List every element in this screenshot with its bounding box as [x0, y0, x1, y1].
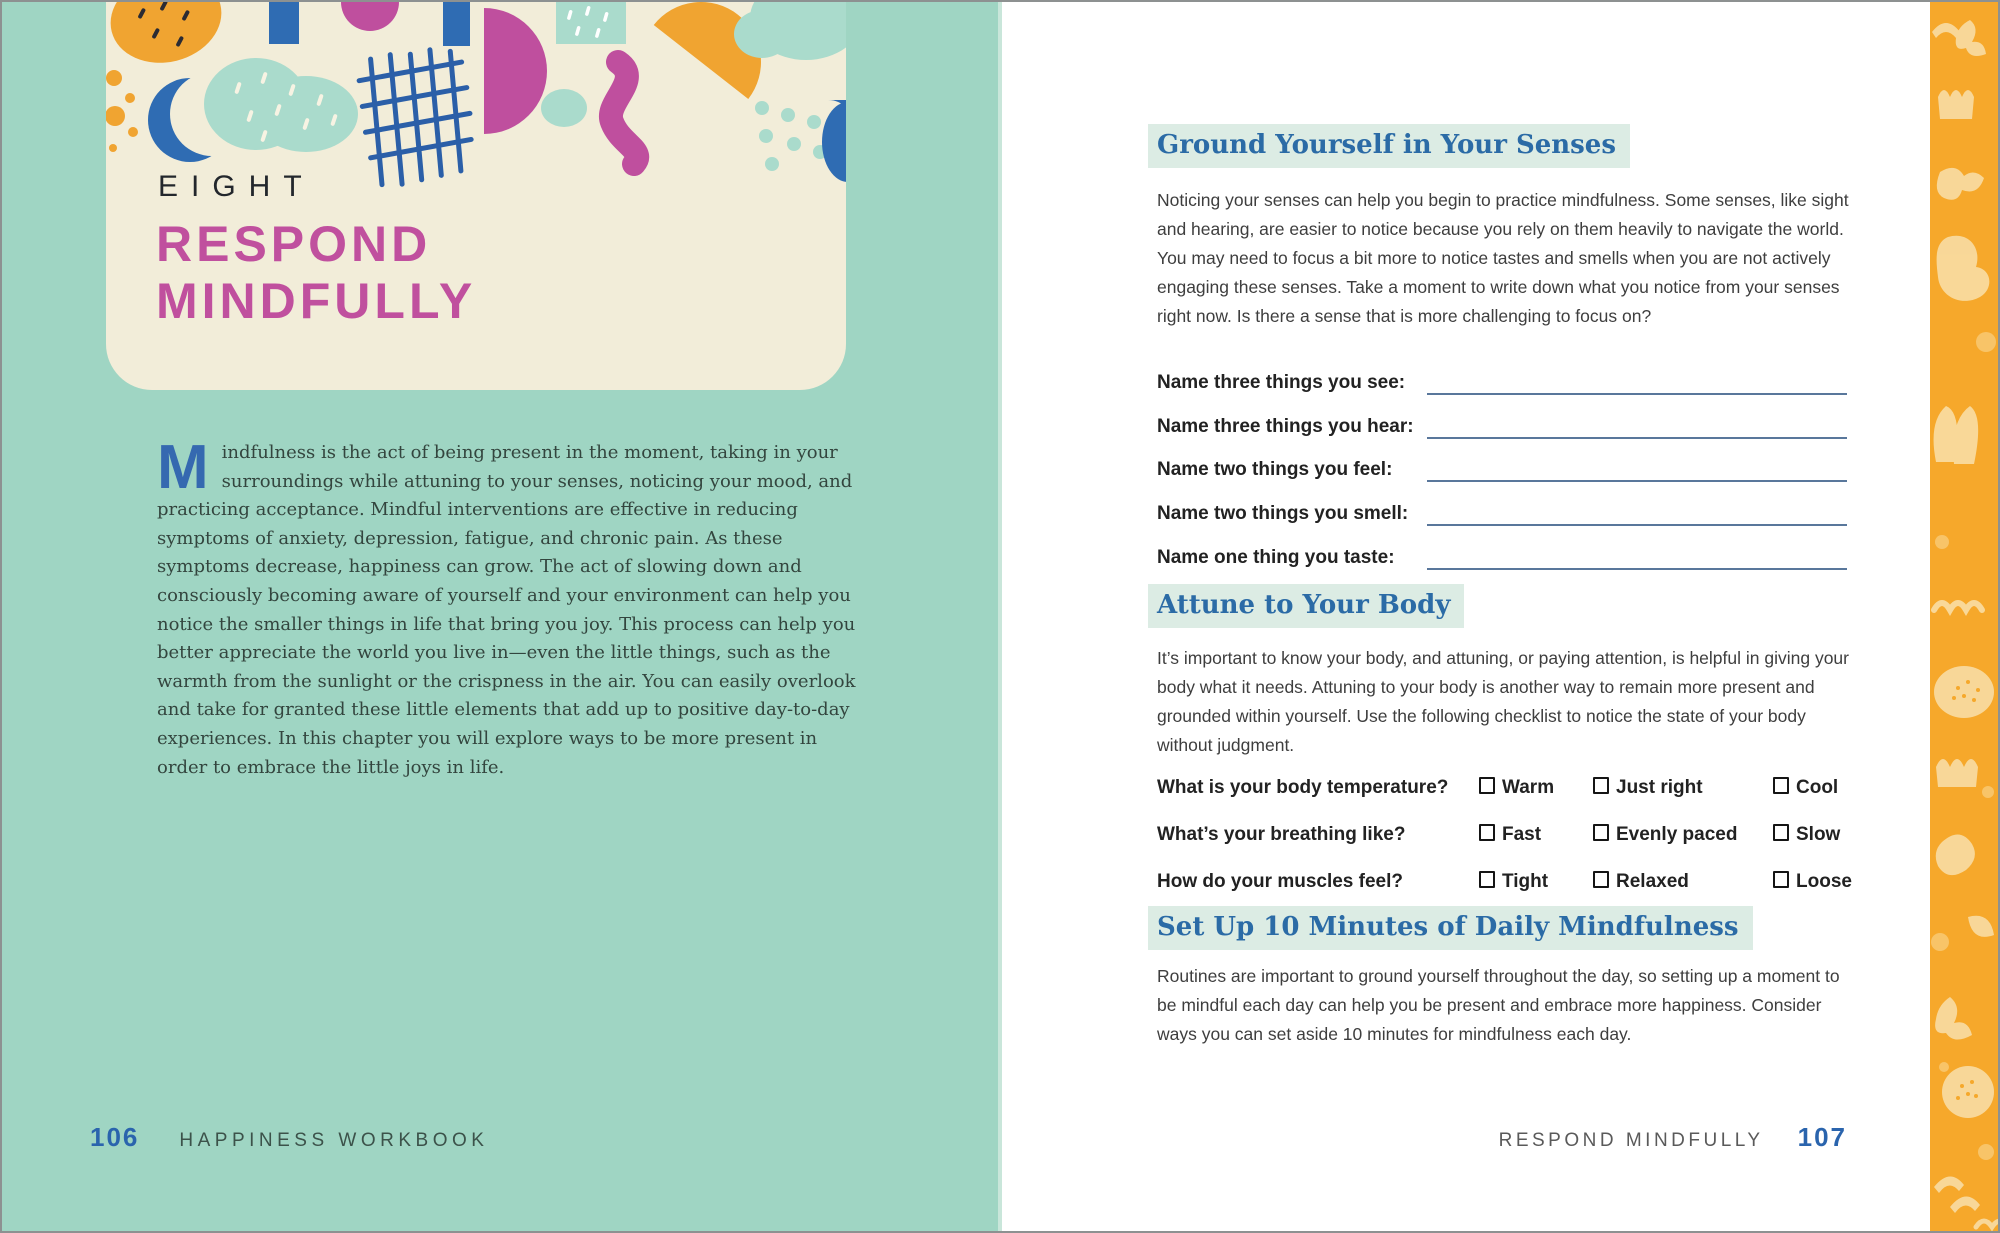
section-heading-attune-body: Attune to Your Body — [1148, 584, 1464, 628]
checklist-row-breathing — [1157, 811, 1847, 858]
right-page — [1002, 2, 1932, 1231]
checklist-option-label: Slow — [1796, 823, 1841, 845]
field-label: Name three things you hear: — [1157, 415, 1414, 437]
chapter-title — [156, 216, 476, 330]
field-label: Name two things you smell: — [1157, 503, 1409, 525]
checklist-option — [1479, 871, 1593, 893]
chapter-running-footer: RESPOND MINDFULLY — [1498, 1130, 1764, 1151]
checkbox-unchecked-icon — [1593, 777, 1609, 794]
answer-line — [1427, 437, 1847, 439]
chapter-number: EIGHT — [158, 170, 315, 203]
field-label: Name three things you see: — [1157, 372, 1406, 393]
answer-line — [1427, 524, 1847, 526]
answer-line — [1427, 568, 1847, 570]
checklist-option — [1593, 871, 1773, 893]
checkbox-unchecked-icon — [1773, 777, 1789, 794]
chapter-title-line1: RESPOND — [156, 216, 432, 272]
field-label: Name one thing you taste: — [1157, 546, 1395, 568]
field-row-taste — [1157, 539, 1847, 583]
left-page-number: 106 — [90, 1122, 140, 1152]
checklist-option — [1593, 824, 1773, 846]
checkbox-unchecked-icon — [1479, 777, 1495, 794]
checklist-option-label: Cool — [1796, 776, 1839, 798]
checklist-option — [1593, 777, 1773, 799]
section-heading-daily-mindfulness: Set Up 10 Minutes of Daily Mindfulness — [1148, 906, 1753, 950]
checklist-option-label: Evenly paced — [1616, 823, 1738, 845]
senses-fill-in-fields — [1157, 364, 1847, 582]
checklist-option-label: Just right — [1616, 776, 1703, 798]
checklist-question: What’s your breathing like? — [1157, 823, 1406, 845]
checklist-row-temperature — [1157, 764, 1847, 811]
body-checklist — [1157, 764, 1852, 905]
checklist-option — [1773, 871, 1852, 893]
answer-line — [1427, 393, 1847, 395]
checkbox-unchecked-icon — [1479, 824, 1495, 841]
checklist-option-label: Relaxed — [1616, 870, 1689, 892]
botanical-pattern-icon — [1930, 2, 1998, 1231]
chapter-intro-text: indfulness is the act of being present in the moment, taking in your surroundings while attuning to your senses, noticing your mood, and practicing acceptance. Mindful interventions are effective in reducing symptoms of anxiety, depression, fatigue, and chronic pain. As these symptoms decrease, happiness can grow. The act of slowing down and consciously becoming aware of yourself and your environment can help you notice the smaller things in life that bring you joy. This process can help you better appreciate the world you live in—even the little things, such as the warmth from the sunlight or the crispness in the air. You can easily overlook and take for granted these little elements that add up to positive day-to-day experiences. In this chapter you will explore ways to be more present in order to embrace the little joys in life. — [157, 442, 856, 778]
checklist-option-label: Loose — [1796, 870, 1852, 892]
right-page-content — [1157, 2, 1852, 1231]
checkbox-unchecked-icon — [1593, 824, 1609, 841]
checklist-option-label: Fast — [1502, 823, 1542, 845]
left-page-footer — [90, 1122, 488, 1153]
field-row-smell — [1157, 495, 1847, 539]
checklist-option-label: Tight — [1502, 870, 1549, 892]
chapter-intro-paragraph — [157, 433, 865, 782]
section-body-attune-body: It’s important to know your body, and attuning, or paying attention, is helpful in giving your body what it needs. Attuning to your body is another way to remain more present and grounded within yourself. Use the following checklist to notice the state of your body without judgment. — [1157, 648, 1849, 755]
right-page-number: 107 — [1797, 1122, 1847, 1152]
checkbox-unchecked-icon — [1479, 871, 1495, 888]
checkbox-unchecked-icon — [1593, 871, 1609, 888]
field-label: Name two things you feel: — [1157, 459, 1393, 481]
section-body-ground-yourself: Noticing your senses can help you begin to practice mindfulness. Some senses, like sight and hearing, are easier to notice because you rely on them heavily to navigate the world. You may need to focus a bit more to notice tastes and smells when you are not actively engaging these senses. Take a moment to write down what you notice from your senses right now. Is there a sense that is more challenging to focus on? — [1157, 190, 1849, 326]
checklist-option — [1773, 824, 1847, 846]
checklist-option — [1773, 777, 1847, 799]
decorative-edge-strip — [1930, 2, 1998, 1231]
checklist-question: How do your muscles feel? — [1157, 870, 1403, 892]
section-heading-ground-yourself: Ground Yourself in Your Senses — [1148, 124, 1630, 168]
dropcap-letter: M — [157, 433, 209, 502]
checkbox-unchecked-icon — [1773, 824, 1789, 841]
chapter-opener-card — [106, 2, 846, 390]
checkbox-unchecked-icon — [1773, 871, 1789, 888]
checklist-option-label: Warm — [1502, 776, 1555, 798]
field-row-hear — [1157, 408, 1847, 452]
checklist-option — [1479, 777, 1593, 799]
answer-line — [1427, 480, 1847, 482]
section-body-daily-mindfulness: Routines are important to ground yourself throughout the day, so setting up a moment to be mindful each day can help you be present and embrace more happiness. Consider ways you can set aside 10 minutes for mindfulness each day. — [1157, 966, 1840, 1044]
left-page — [2, 2, 1002, 1231]
field-row-feel — [1157, 451, 1847, 495]
chapter-title-line2: MINDFULLY — [156, 273, 477, 329]
checklist-row-muscles — [1157, 858, 1852, 905]
field-row-see — [1157, 364, 1847, 408]
checklist-option — [1479, 824, 1593, 846]
book-title-running-footer: HAPPINESS WORKBOOK — [179, 1130, 489, 1151]
right-page-footer — [1499, 1122, 1847, 1153]
checklist-question: What is your body temperature? — [1157, 776, 1449, 798]
